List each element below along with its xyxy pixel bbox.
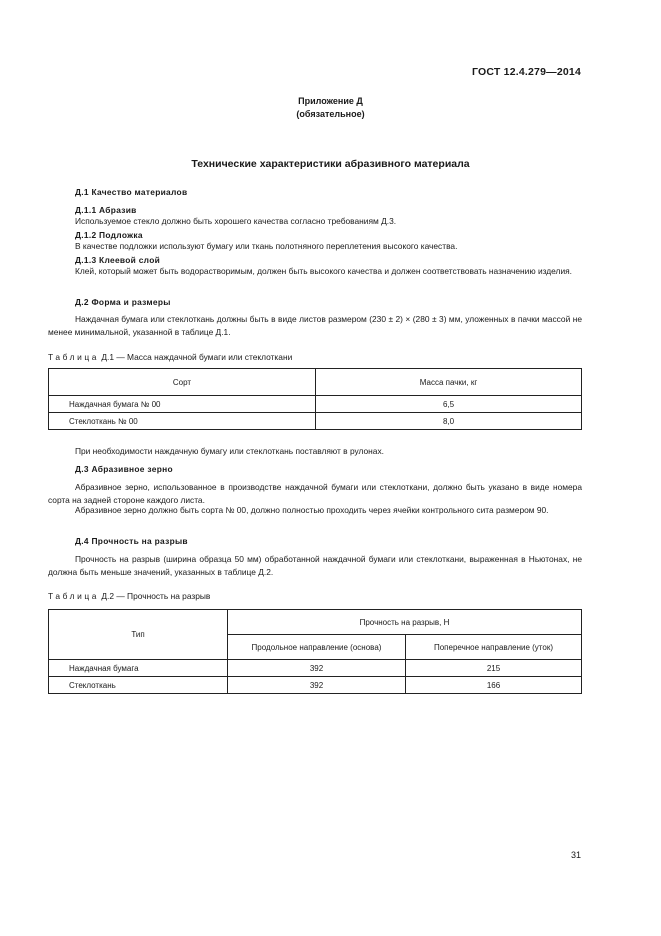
- table2-subheader-transverse: Поперечное направление (уток): [406, 635, 582, 660]
- table2-header-strength: Прочность на разрыв, Н: [228, 610, 582, 635]
- table2-cell: 392: [228, 677, 406, 694]
- paragraph-rolls: При необходимости наждачную бумагу или стеклоткань поставляют в рулонах.: [75, 446, 384, 456]
- section-d13-heading: Д.1.3 Клеевой слой: [75, 255, 161, 265]
- table1-caption-word: Таблица: [48, 352, 100, 362]
- section-d3-text1: Абразивное зерно, использованное в производстве наждачной бумаги или стеклоткани, должно быть указано в виде номера сорта на задней стороне каждого листа.: [48, 482, 582, 505]
- section-d12-heading: Д.1.2 Подложка: [75, 230, 143, 240]
- table1: [48, 368, 582, 430]
- page-number: 31: [570, 850, 581, 860]
- table2-cell: 392: [228, 660, 406, 677]
- table1-cell: Наждачная бумага № 00: [49, 396, 316, 413]
- section-d13-text: Клей, который может быть водорастворимым, должен быть высокого качества и должен соответствовать назначению изделия.: [75, 266, 572, 276]
- table2-caption-word: Таблица: [48, 591, 100, 601]
- table-row: [49, 660, 582, 677]
- table1-cell: 6,5: [316, 396, 582, 413]
- section-d4-heading: Д.4 Прочность на разрыв: [75, 536, 188, 546]
- section-d2-text: Наждачная бумага или стеклоткань должны быть в виде листов размером (230 ± 2) × (280 ± 3) мм, уложенных в пачки массой не менее минимальной, указанной в таблице Д.1.: [48, 314, 582, 337]
- section-d3-text2: Абразивное зерно должно быть сорта № 00, должно полностью проходить через ячейки контрольного сита размером 90.: [75, 505, 549, 515]
- document-code: ГОСТ 12.4.279—2014: [472, 66, 581, 78]
- table2: [48, 609, 582, 694]
- table2-cell: 215: [406, 660, 582, 677]
- appendix-title: Приложение Д: [298, 96, 363, 106]
- section-d4-text: Прочность на разрыв (ширина образца 50 мм) обработанной наждачной бумаги или стеклоткани, выраженная в Ньютонах, не должна быть меньше значений, указанных в таблице Д.2.: [48, 554, 582, 577]
- section-d2-heading: Д.2 Форма и размеры: [75, 297, 171, 307]
- table1-cell: Стеклоткань № 00: [49, 413, 316, 430]
- table2-cell: 166: [406, 677, 582, 694]
- appendix-status: (обязательное): [296, 109, 365, 119]
- table2-cell: Наждачная бумага: [49, 660, 228, 677]
- section-d1-heading: Д.1 Качество материалов: [75, 187, 188, 197]
- table1-caption-text: Д.1 — Масса наждачной бумаги или стеклоткани: [101, 352, 293, 362]
- table1-caption: [48, 352, 292, 362]
- table2-caption: [48, 591, 210, 601]
- section-d11-text: Используемое стекло должно быть хорошего качества согласно требованиям Д.3.: [75, 216, 397, 226]
- table2-header-type: Тип: [49, 610, 228, 660]
- table1-cell: 8,0: [316, 413, 582, 430]
- main-title: Технические характеристики абразивного материала: [191, 158, 470, 170]
- table-row: [49, 396, 582, 413]
- section-d12-text: В качестве подложки используют бумагу или ткань полотняного переплетения высокого качества.: [75, 241, 458, 251]
- table2-cell: Стеклоткань: [49, 677, 228, 694]
- table-row: [49, 413, 582, 430]
- table1-header-grade: Сорт: [49, 369, 316, 396]
- table1-header-mass: Масса пачки, кг: [316, 369, 582, 396]
- table2-caption-text: Д.2 — Прочность на разрыв: [101, 591, 211, 601]
- table-row: [49, 677, 582, 694]
- section-d11-heading: Д.1.1 Абразив: [75, 205, 137, 215]
- section-d3-heading: Д.3 Абразивное зерно: [75, 464, 173, 474]
- table2-subheader-longitudinal: Продольное направление (основа): [228, 635, 406, 660]
